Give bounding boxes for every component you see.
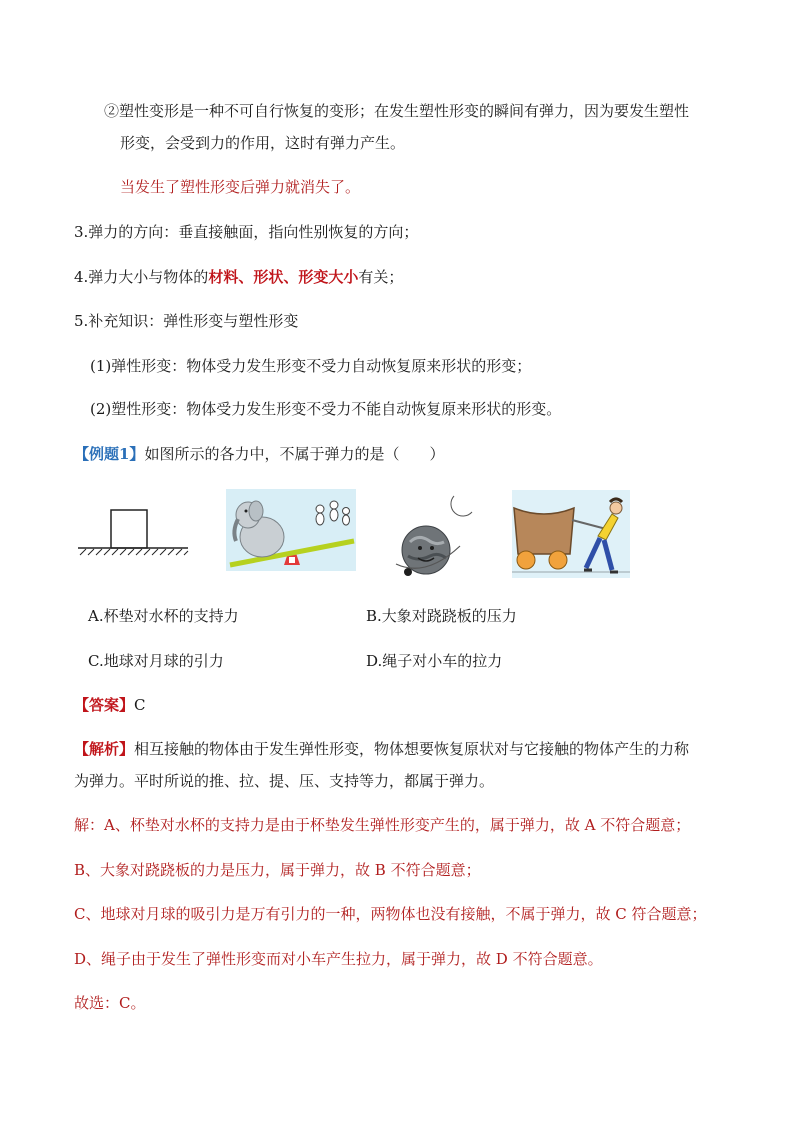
solution-line-4: D、绳子由于发生了弹性形变而对小车产生拉力，属于弹力，故 D 不符合题意。	[74, 950, 603, 968]
analysis-text-1: 相互接触的物体由于发生弹性形变，物体想要恢复原状对与它接触的物体产生的力称	[134, 740, 690, 758]
solution-line-3: C、地球对月球的吸引力是万有引力的一种，两物体也没有接触，不属于弹力，故 C 符合题意；	[74, 905, 707, 923]
intro-line-3: 当发生了塑性形变后弹力就消失了。	[120, 178, 361, 196]
figure-elephant-seesaw	[226, 489, 356, 571]
solution-line-2: B、大象对跷跷板的力是压力，属于弹力，故 B 不符合题意；	[74, 861, 481, 879]
solution-final: 故选：C。	[74, 994, 146, 1012]
figure-rope-cart	[512, 490, 630, 578]
point-5-1: (1)弹性形变：物体受力发生形变不受力自动恢复原来形状的形变；	[90, 357, 532, 375]
figure-cup-on-pad	[72, 505, 194, 563]
point-5: 5.补充知识：弹性形变与塑性形变	[74, 312, 299, 330]
figure-earth-moon	[388, 492, 480, 578]
analysis-line-2: 为弹力。平时所说的推、拉、提、压、支持等力，都属于弹力。	[74, 772, 495, 790]
example-question	[74, 444, 444, 464]
point-4-highlight: 材料、形状、形变大小	[208, 268, 359, 286]
option-d: D.绳子对小车的拉力	[366, 652, 503, 670]
option-a: A.杯垫对水杯的支持力	[88, 607, 239, 625]
analysis-line-1	[74, 739, 689, 759]
point-4	[74, 267, 403, 287]
intro-line-2: 形变，会受到力的作用，这时有弹力产生。	[120, 134, 406, 152]
option-b: B.大象对跷跷板的压力	[366, 607, 517, 625]
analysis-tag: 【解析】	[74, 740, 135, 758]
answer-value: C	[134, 696, 146, 714]
intro-line-1: ②塑性变形是一种不可自行恢复的变形；在发生塑性形变的瞬间有弹力，因为要发生塑性	[104, 102, 690, 120]
point-5-2: (2)塑性形变：物体受力发生形变不受力不能自动恢复原来形状的形变。	[90, 400, 562, 418]
point-4-suffix: 有关；	[358, 268, 404, 286]
answer-tag: 【答案】	[74, 696, 135, 714]
point-3: 3.弹力的方向：垂直接触面，指向性别恢复的方向；	[74, 223, 419, 241]
example-text: 如图所示的各力中，不属于弹力的是（ ）	[144, 445, 445, 463]
example-tag: 【例题1】	[74, 445, 145, 463]
point-4-prefix: 4.弹力大小与物体的	[74, 268, 209, 286]
option-c: C.地球对月球的引力	[88, 652, 224, 670]
solution-line-1: 解：A、杯垫对水杯的支持力是由于杯垫发生弹性形变产生的，属于弹力，故 A 不符合题意；	[74, 816, 691, 834]
answer	[74, 695, 146, 715]
